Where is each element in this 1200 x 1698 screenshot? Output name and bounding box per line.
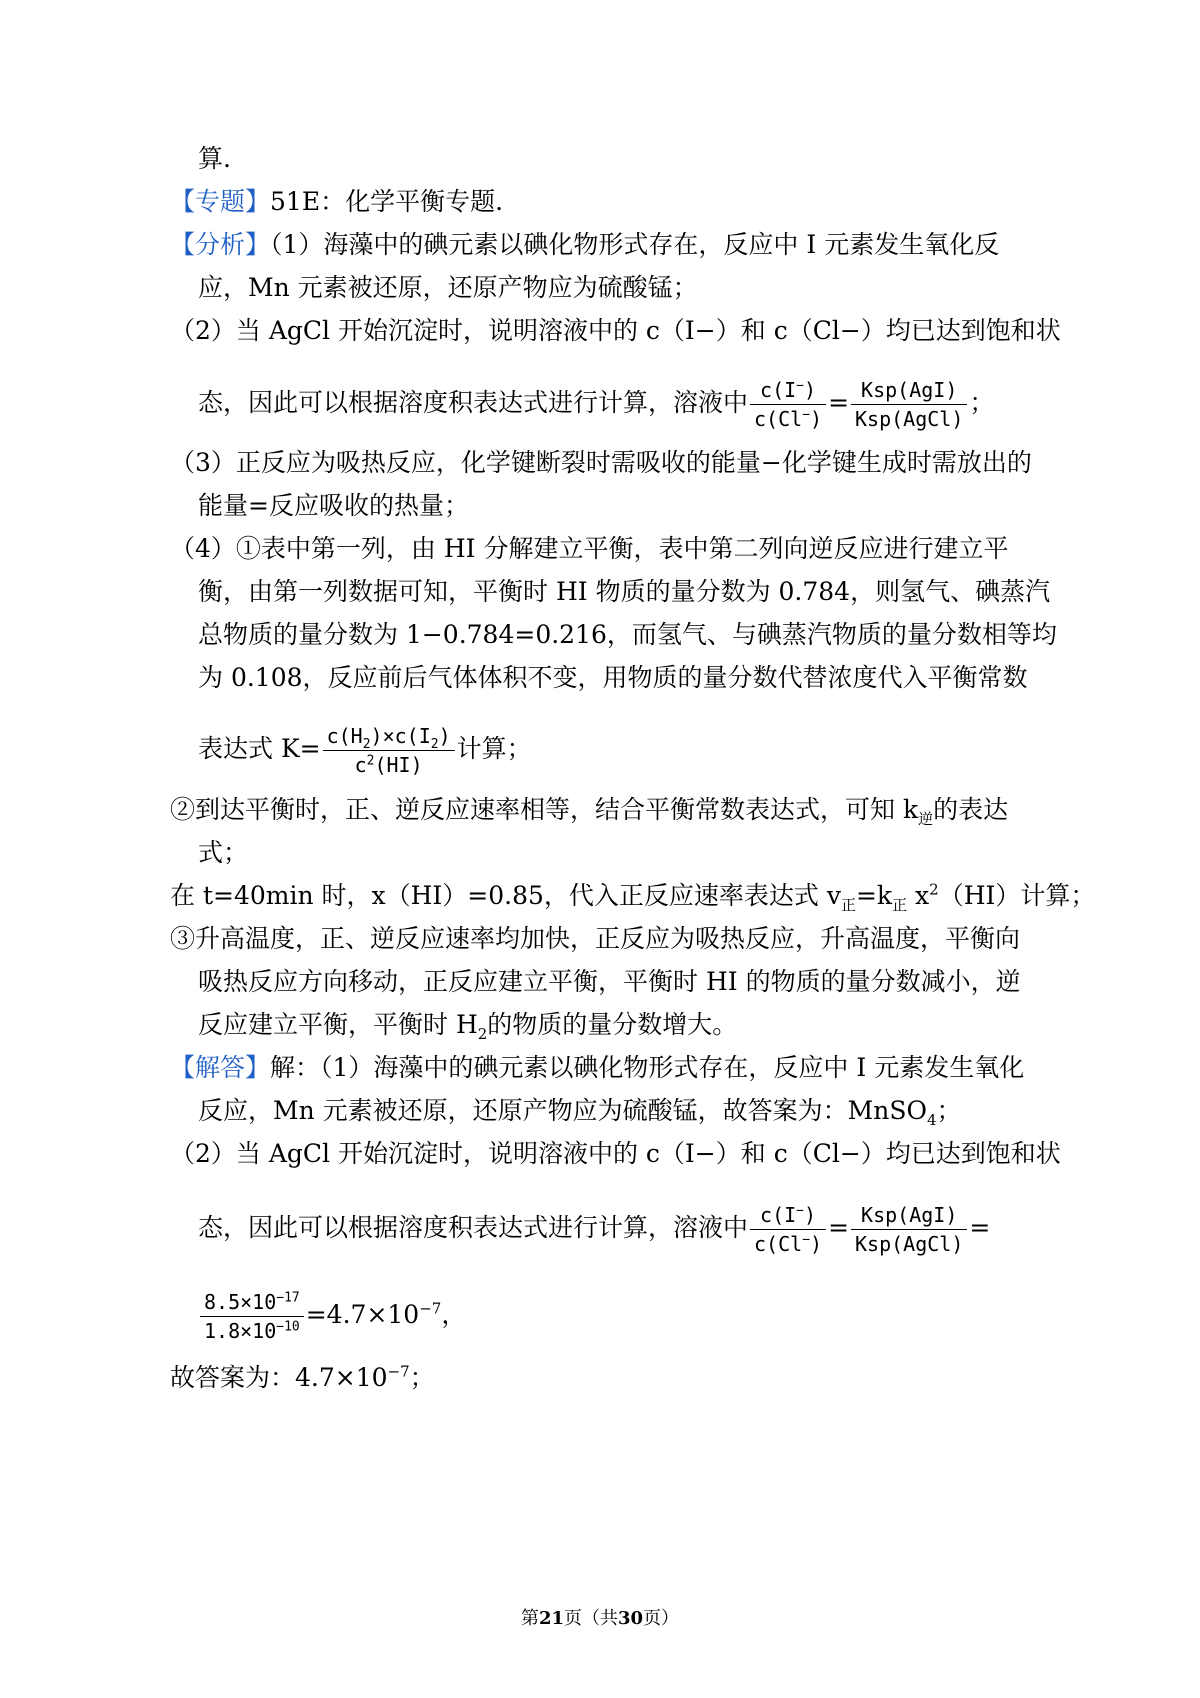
text-line: 在 t=40min 时，x（HI）=0.85，代入正反应速率表达式 $v_正=k_正$ $x^2(HI)$计算；: [170, 880, 1096, 914]
text-line: 反应建立平衡，平衡时 $H_2$的物质的量分数增大。: [198, 1010, 738, 1043]
text-line: 态，因此可以根据溶度积表达式进行计算，溶液中 $\frac{c(I^-)}{c(Cl^-)}$ = Ksp(AgI) Ksp(AgCl) ；: [198, 378, 995, 431]
text-line: 能量=反应吸收的热量；: [198, 491, 469, 520]
text-line: 为 0.108，反应前后气体体积不变，用物质的量分数代替浓度代入平衡常数: [198, 663, 1028, 692]
analysis-tag: 【分析】: [170, 230, 271, 259]
page-number: 21: [538, 1608, 564, 1629]
ksp-ratio-fraction: Ksp(AgI) Ksp(AgCl): [851, 1203, 967, 1256]
text-line: 应，Mn 元素被还原，还原产物应为硫酸锰；: [198, 273, 698, 302]
text-line: 算.: [198, 144, 231, 173]
text-line: （2）当 AgCl 开始沉淀时，说明溶液中的 c（I−）和 c（Cl−）均已达到饱和状: [170, 316, 1061, 345]
text-line: 表达式 K= $\frac{c(H_2)\times c(I_2)}{c^2(HI)}$ 计算；: [198, 724, 532, 777]
text-line: 衡，由第一列数据可知，平衡时 HI 物质的量分数为 0.784，则氢气、碘蒸汽: [198, 577, 1051, 606]
concentration-ratio-fraction: $\frac{c(I^-)}{c(Cl^-)}$: [750, 378, 826, 431]
topic-line: 【专题】51E：化学平衡专题.: [170, 187, 504, 216]
text-line: （2）当 AgCl 开始沉淀时，说明溶液中的 c（I−）和 c（Cl−）均已达到饱和状: [170, 1139, 1061, 1168]
text-line: （4）①表中第一列，由 HI 分解建立平衡，表中第二列向逆反应进行建立平: [170, 534, 1009, 563]
ksp-ratio-fraction: Ksp(AgI) Ksp(AgCl): [851, 378, 967, 431]
text-line: 故答案为：$4.7\times 10^{-7}$；: [170, 1362, 435, 1392]
page-total: 30: [618, 1608, 644, 1629]
text-line: 态，因此可以根据溶度积表达式进行计算，溶液中 $\frac{c(I^-)}{c(Cl^-)}$ = Ksp(AgI) Ksp(AgCl) =: [198, 1203, 991, 1256]
answer-line: 【解答】解：（1）海藻中的碘元素以碘化物形式存在，反应中 I 元素发生氧化: [170, 1053, 1025, 1082]
text-line: ②到达平衡时，正、逆反应速率相等，结合平衡常数表达式，可知 $k_逆$的表达: [170, 795, 1009, 828]
analysis-line: 【分析】（1）海藻中的碘元素以碘化物形式存在，反应中 I 元素发生氧化反: [170, 230, 1000, 259]
topic-tag: 【专题】: [170, 187, 271, 216]
text-line: ③升高温度，正、逆反应速率均加快，正反应为吸热反应，升高温度，平衡向: [170, 924, 1021, 953]
text-line: $\frac{8.5\times 10^{-17}}{1.8\times 10^{-10}}$ $=4.7\times 10^{-7}$，: [198, 1290, 466, 1343]
page-footer: 第21页（共30页）: [520, 1608, 680, 1629]
concentration-ratio-fraction: $\frac{c(I^-)}{c(Cl^-)}$: [750, 1203, 826, 1256]
text-line: 吸热反应方向移动，正反应建立平衡，平衡时 HI 的物质的量分数减小，逆: [198, 967, 1021, 996]
text-line: 总物质的量分数为 1−0.784=0.216，而氢气、与碘蒸汽物质的量分数相等均: [198, 620, 1057, 649]
text-line: 式；: [198, 838, 249, 867]
equilibrium-constant-fraction: $\frac{c(H_2)\times c(I_2)}{c^2(HI)}$: [323, 724, 455, 777]
text-line: 反应，Mn 元素被还原，还原产物应为硫酸锰，故答案为：MnSO$_4$；: [198, 1096, 962, 1129]
answer-tag: 【解答】: [170, 1053, 271, 1082]
text-line: （3）正反应为吸热反应，化学键断裂时需吸收的能量−化学键生成时需放出的: [170, 448, 1032, 477]
ksp-value-fraction: $\frac{8.5\times 10^{-17}}{1.8\times 10^{-10}}$: [200, 1290, 304, 1343]
